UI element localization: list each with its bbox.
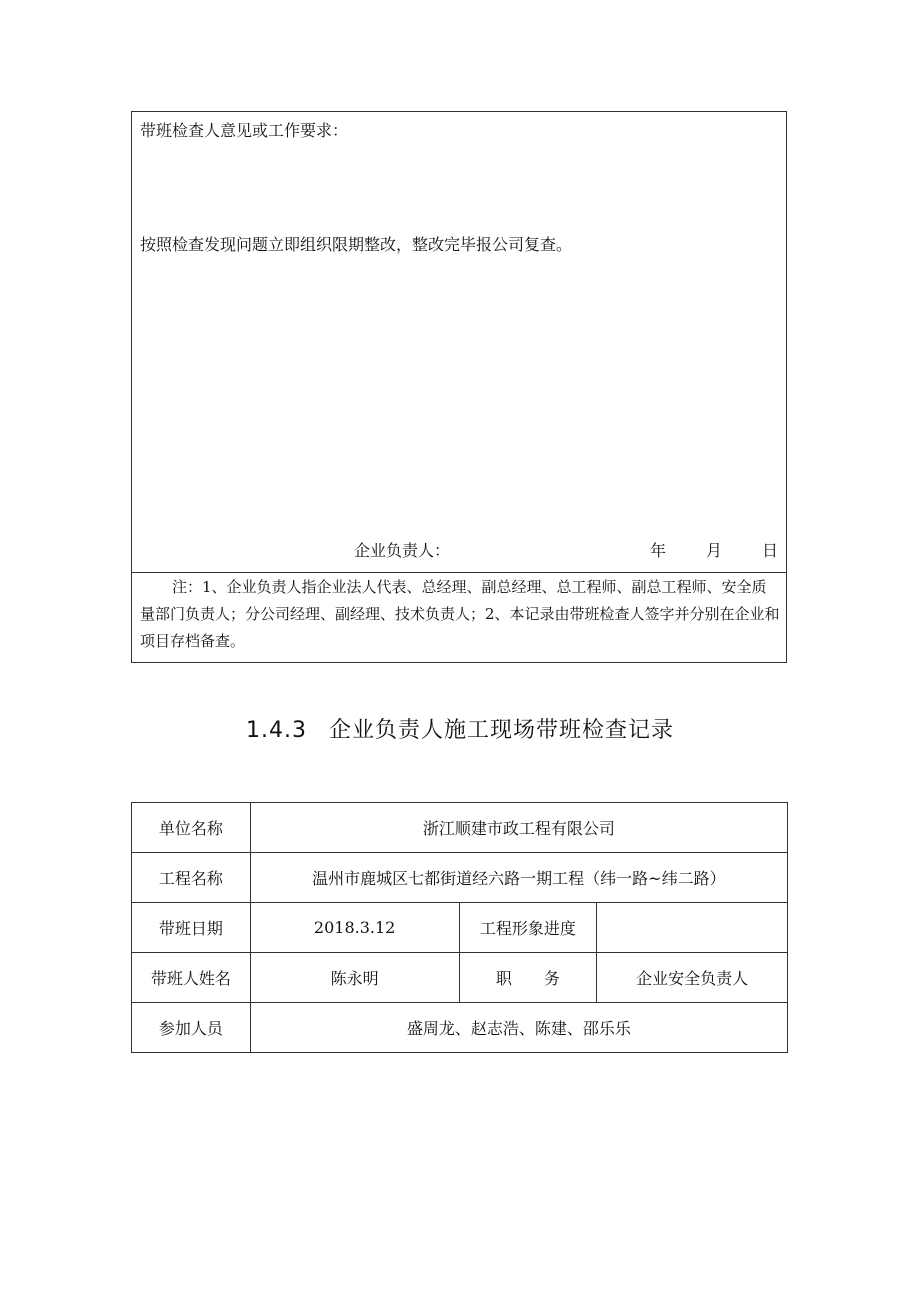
progress-value — [597, 903, 788, 953]
project-name-value: 温州市鹿城区七都街道经六路一期工程（纬一路~纬二路） — [250, 853, 787, 903]
opinion-label: 带班检查人意见或工作要求： — [140, 121, 349, 140]
opinion-area — [132, 112, 786, 573]
table-row — [132, 953, 788, 1003]
participants-label: 参加人员 — [132, 1003, 251, 1053]
opinion-text: 按照检查发现问题立即组织限期整改，整改完毕报公司复查。 — [140, 235, 573, 254]
inspection-opinion-box — [131, 111, 787, 663]
position-label: 职 务 — [459, 953, 597, 1003]
table-row — [132, 1003, 788, 1053]
signature-label: 企业负责人： — [354, 541, 451, 560]
inspection-record-table — [131, 802, 788, 1053]
unit-name-value: 浙江顺建市政工程有限公司 — [250, 803, 787, 853]
leader-label: 带班人姓名 — [132, 953, 251, 1003]
date-month-label: 月 — [706, 541, 723, 560]
section-title: 企业负责人施工现场带班检查记录 — [328, 718, 674, 743]
unit-name-label: 单位名称 — [132, 803, 251, 853]
date-day-label: 日 — [762, 541, 779, 560]
leader-value: 陈永明 — [250, 953, 459, 1003]
table-row — [132, 853, 788, 903]
shift-date-value: 2018.3.12 — [250, 903, 459, 953]
progress-label: 工程形象进度 — [459, 903, 597, 953]
table-row — [132, 903, 788, 953]
position-value: 企业安全负责人 — [597, 953, 788, 1003]
project-name-label: 工程名称 — [132, 853, 251, 903]
section-heading — [0, 713, 920, 744]
footnote: 注：1、企业负责人指企业法人代表、总经理、副总经理、总工程师、副总工程师、安全质量部门负责人；分公司经理、副经理、技术负责人；2、本记录由带班检查人签字并分别在企业和项目存档备查。 — [140, 578, 780, 650]
table-row — [132, 803, 788, 853]
section-number: 1.4.3 — [246, 718, 307, 743]
participants-value: 盛周龙、赵志浩、陈建、邵乐乐 — [250, 1003, 787, 1053]
date-year-label: 年 — [650, 541, 667, 560]
shift-date-label: 带班日期 — [132, 903, 251, 953]
